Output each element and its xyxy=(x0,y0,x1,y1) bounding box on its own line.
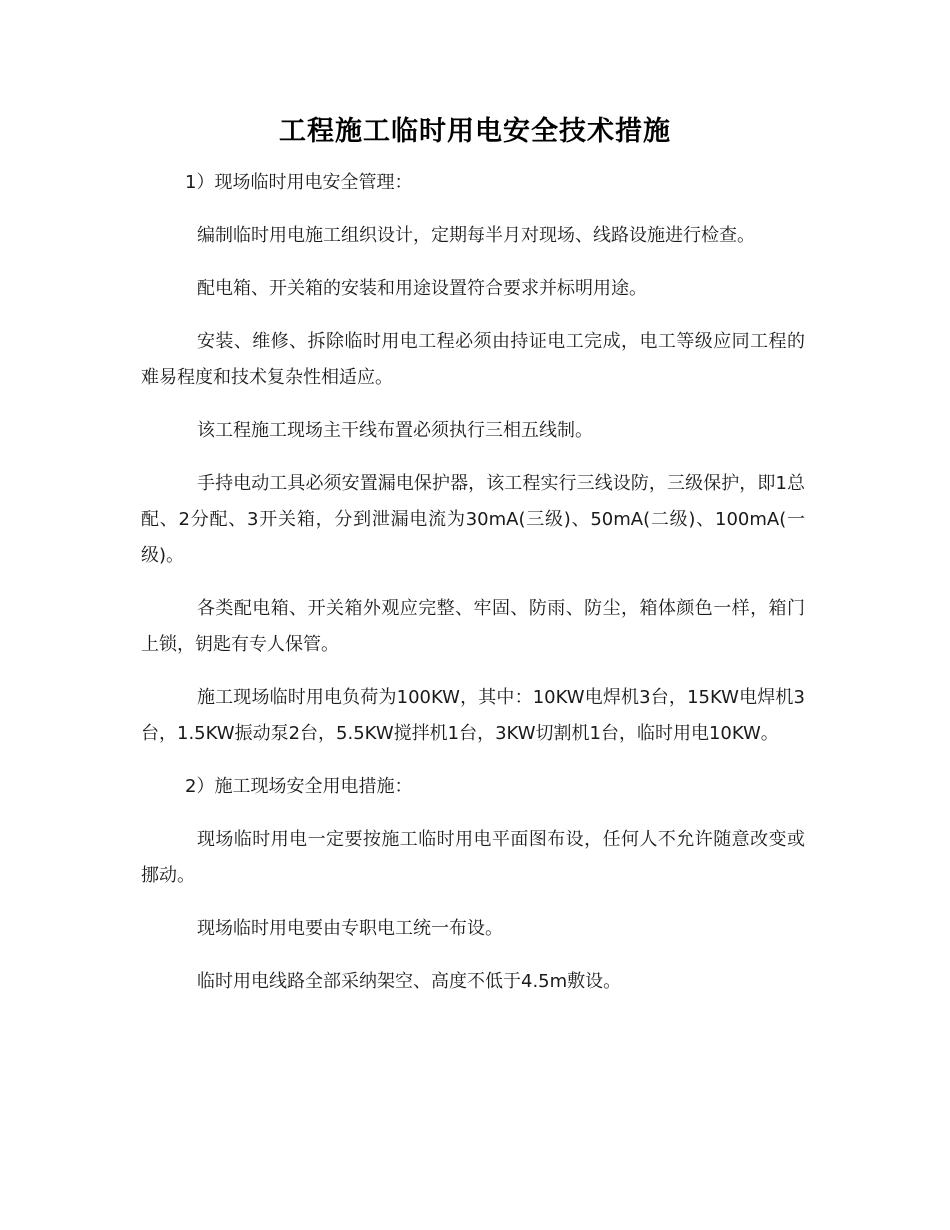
paragraph: 配电箱、开关箱的安装和用途设置符合要求并标明用途。 xyxy=(197,278,647,299)
paragraph: 施工现场临时用电负荷为100KW，其中：10KW电焊机3台，15KW电焊机3台，1.5KW振动泵2台，5.5KW搅拌机1台，3KW切割机1台，临时用电10KW。 xyxy=(141,687,805,744)
document-title: 工程施工临时用电安全技术措施 xyxy=(279,116,671,147)
paragraph: 现场临时用电一定要按施工临时用电平面图布设，任何人不允许随意改变或挪动。 xyxy=(141,829,805,886)
section-heading: 2）施工现场安全用电措施： xyxy=(185,776,413,797)
document-body xyxy=(141,165,805,1017)
paragraph: 各类配电箱、开关箱外观应完整、牢固、防雨、防尘，箱体颜色一样，箱门上锁，钥匙有专人保管。 xyxy=(141,598,805,655)
section-heading: 1）现场临时用电安全管理： xyxy=(185,172,413,193)
paragraph: 安装、维修、拆除临时用电工程必须由持证电工完成，电工等级应同工程的难易程度和技术复杂性相适应。 xyxy=(141,331,805,388)
paragraph: 手持电动工具必须安置漏电保护器，该工程实行三线设防，三级保护，即1总配、2分配、3开关箱，分到泄漏电流为30mA(三级)、50mA(二级)、100mA(一级)。 xyxy=(141,473,805,566)
section-site-electricity-management xyxy=(141,165,805,752)
paragraph: 现场临时用电要由专职电工统一布设。 xyxy=(197,918,503,939)
paragraph: 编制临时用电施工组织设计，定期每半月对现场、线路设施进行检查。 xyxy=(197,225,755,246)
paragraph: 该工程施工现场主干线布置必须执行三相五线制。 xyxy=(197,420,593,441)
section-site-safety-measures xyxy=(141,769,805,1000)
paragraph: 临时用电线路全部采纳架空、高度不低于4.5m敷设。 xyxy=(197,971,622,992)
